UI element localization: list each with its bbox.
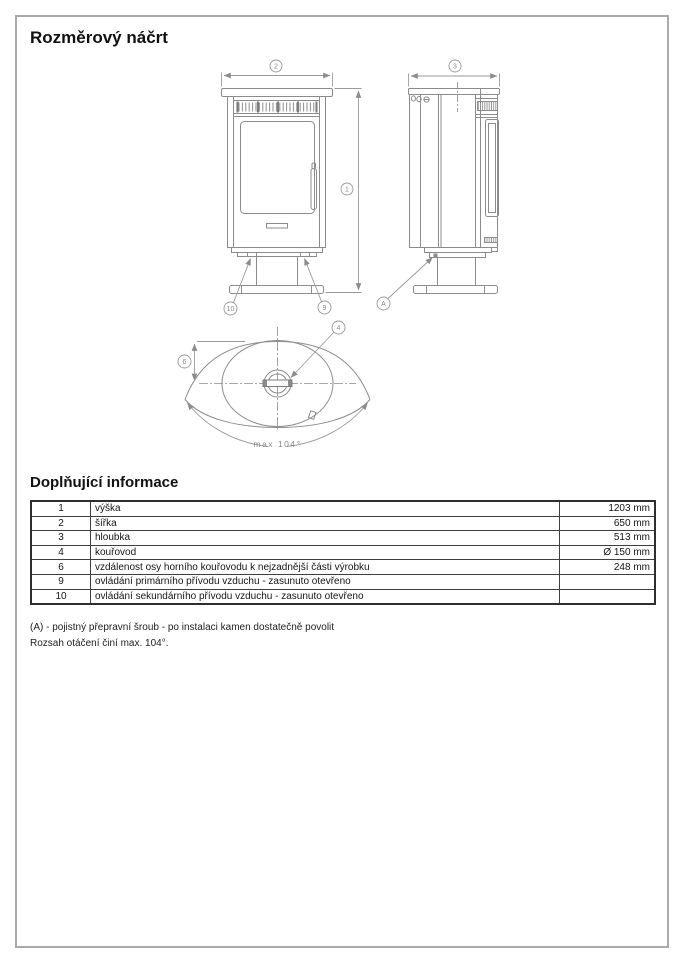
table-row xyxy=(31,589,655,604)
row-label: ovládání sekundárního přívodu vzduchu - zasunuto otevřeno xyxy=(91,589,560,604)
table-row xyxy=(31,501,655,516)
row-number: 1 xyxy=(31,501,91,516)
callout-screw-label: A xyxy=(381,301,386,308)
row-number: 3 xyxy=(31,531,91,546)
row-number: 6 xyxy=(31,560,91,575)
row-number: 4 xyxy=(31,545,91,560)
section-title: Doplňující informace xyxy=(30,474,179,491)
row-value: 513 mm xyxy=(560,531,656,546)
row-label: šířka xyxy=(91,516,560,531)
callout-secondary-air-label: 10 xyxy=(226,306,235,313)
footnote-rotation-range: Rozsah otáčení činí max. 104°. xyxy=(30,637,169,649)
front-foot-plate xyxy=(230,286,324,294)
footnote-transport-screw: (A) - pojistný přepravní šroub - po instalaci kamen dostatečně povolit xyxy=(30,622,335,633)
page-title: Rozměrový náčrt xyxy=(30,28,168,47)
table-row xyxy=(31,516,655,531)
row-label: výška xyxy=(91,501,560,516)
row-value: 650 mm xyxy=(560,516,656,531)
row-value xyxy=(560,589,656,604)
top-knob xyxy=(309,411,316,419)
transport-screw xyxy=(434,254,438,258)
row-value: Ø 150 mm xyxy=(560,545,656,560)
front-door-glass xyxy=(241,122,315,214)
primary-air-control xyxy=(301,253,310,257)
row-number: 10 xyxy=(31,589,91,604)
front-pedestal xyxy=(257,257,298,286)
row-value xyxy=(560,574,656,589)
flue-damper-bar xyxy=(263,380,292,387)
callout-height-label: 1 xyxy=(345,186,349,194)
front-view xyxy=(222,89,333,294)
row-label: ovládání primárního přívodu vzduchu - zasunuto otevřeno xyxy=(91,574,560,589)
callout-width-label: 2 xyxy=(274,63,278,71)
callout-rear-distance-label: 6 xyxy=(182,359,187,366)
secondary-air-control xyxy=(248,253,257,257)
table-row xyxy=(31,560,655,575)
row-value: 248 mm xyxy=(560,560,656,575)
row-number: 2 xyxy=(31,516,91,531)
dimensional-drawing xyxy=(0,0,686,470)
front-vent-grille xyxy=(234,101,320,114)
callout-flue-label: 4 xyxy=(336,325,341,332)
door-handle xyxy=(311,163,317,210)
door-badge xyxy=(267,224,288,229)
callout-depth-label: 3 xyxy=(453,63,457,71)
table-row xyxy=(31,531,655,546)
info-table xyxy=(30,500,656,605)
rotation-range-label: max 104° xyxy=(253,439,302,449)
row-label: vzdálenost osy horního kouřovodu k nejzadnější části výrobku xyxy=(91,560,560,575)
row-value: 1203 mm xyxy=(560,501,656,516)
row-label: kouřovod xyxy=(91,545,560,560)
table-row xyxy=(31,574,655,589)
side-pedestal xyxy=(438,258,476,286)
top-view xyxy=(182,327,370,429)
side-door-frame xyxy=(486,120,499,217)
side-glass-edge xyxy=(489,124,496,213)
front-dimensions xyxy=(222,60,362,315)
front-top-plate xyxy=(222,89,333,97)
side-vent-grille xyxy=(476,99,498,118)
side-top-plate xyxy=(409,89,500,95)
table-row xyxy=(31,545,655,560)
footnotes xyxy=(30,620,334,651)
callout-primary-air-label: 9 xyxy=(322,305,327,312)
row-number: 9 xyxy=(31,574,91,589)
side-view xyxy=(409,82,500,294)
row-label: hloubka xyxy=(91,531,560,546)
